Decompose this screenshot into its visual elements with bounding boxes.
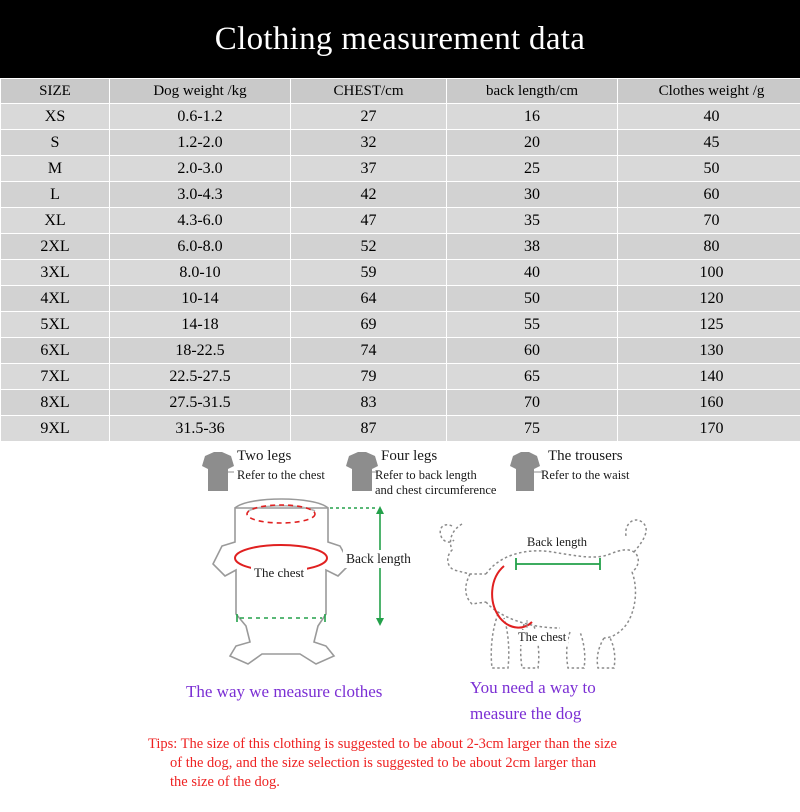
cell-chest: 83 [291,390,447,416]
cell-clothes-weight: 170 [618,416,800,442]
cell-back-length: 35 [447,208,618,234]
cell-size: 3XL [1,260,110,286]
cell-clothes-weight: 120 [618,286,800,312]
cell-size: 2XL [1,234,110,260]
cell-chest: 79 [291,364,447,390]
table-row [1,338,800,364]
table-row [1,312,800,338]
cell-dog-weight: 1.2-2.0 [110,130,291,156]
cell-clothes-weight: 50 [618,156,800,182]
table-row [1,260,800,286]
cell-dog-weight: 6.0-8.0 [110,234,291,260]
cell-chest: 37 [291,156,447,182]
cell-chest: 69 [291,312,447,338]
cell-clothes-weight: 45 [618,130,800,156]
legend-four-legs-title: Four legs [381,448,437,465]
cell-clothes-weight: 40 [618,104,800,130]
cell-size: S [1,130,110,156]
cell-back-length: 65 [447,364,618,390]
table-header [1,79,800,104]
cell-clothes-weight: 160 [618,390,800,416]
dog-back-length-label: Back length [525,535,589,550]
cell-size: 6XL [1,338,110,364]
cell-clothes-weight: 140 [618,364,800,390]
table-row [1,416,800,442]
cell-chest: 64 [291,286,447,312]
dog-back-length-line [516,558,600,570]
dog-chest-curve [492,566,532,628]
cell-dog-weight: 3.0-4.3 [110,182,291,208]
cell-chest: 47 [291,208,447,234]
tips-block [148,735,708,792]
legend-two-legs-sub: Refer to the chest [237,468,325,482]
cell-dog-weight: 31.5-36 [110,416,291,442]
cell-back-length: 55 [447,312,618,338]
cell-chest: 42 [291,182,447,208]
column-header-dog-weight: Dog weight /kg [110,79,291,104]
cell-dog-weight: 4.3-6.0 [110,208,291,234]
cell-size: 7XL [1,364,110,390]
cell-size: 4XL [1,286,110,312]
size-chart-table [0,78,800,442]
cell-back-length: 38 [447,234,618,260]
cell-back-length: 50 [447,286,618,312]
cell-dog-weight: 2.0-3.0 [110,156,291,182]
cell-dog-weight: 22.5-27.5 [110,364,291,390]
cell-size: 5XL [1,312,110,338]
clothes-chest-label: The chest [251,564,307,582]
cell-dog-weight: 8.0-10 [110,260,291,286]
cell-size: XS [1,104,110,130]
legend-two-legs-title: Two legs [237,448,291,465]
cell-chest: 87 [291,416,447,442]
cell-chest: 32 [291,130,447,156]
cell-back-length: 60 [447,338,618,364]
cell-back-length: 16 [447,104,618,130]
table-row [1,286,800,312]
cell-clothes-weight: 70 [618,208,800,234]
column-header-chest: CHEST/cm [291,79,447,104]
caption-dog-line2: measure the dog [470,704,581,724]
dog-chest-label: The chest [516,630,568,645]
legend-trousers-title: The trousers [548,448,623,465]
cell-chest: 52 [291,234,447,260]
table-row [1,104,800,130]
table-header-row [1,79,800,104]
cell-clothes-weight: 80 [618,234,800,260]
column-header-clothes-weight: Clothes weight /g [618,79,800,104]
table-body [1,104,800,442]
cell-chest: 59 [291,260,447,286]
caption-clothes: The way we measure clothes [186,682,382,702]
column-header-size: SIZE [1,79,110,104]
cell-size: M [1,156,110,182]
cell-dog-weight: 27.5-31.5 [110,390,291,416]
table-row [1,156,800,182]
cell-size: XL [1,208,110,234]
tips-line-2: of the dog, and the size selection is suggested to be about 2cm larger than [148,754,708,773]
caption-dog-line1: You need a way to [470,678,596,698]
cell-dog-weight: 10-14 [110,286,291,312]
cell-clothes-weight: 60 [618,182,800,208]
page-title: Clothing measurement data [215,21,585,58]
cell-size: L [1,182,110,208]
cell-clothes-weight: 100 [618,260,800,286]
cell-dog-weight: 18-22.5 [110,338,291,364]
cell-dog-weight: 0.6-1.2 [110,104,291,130]
table-row [1,182,800,208]
table-row [1,208,800,234]
tips-line-3: the size of the dog. [148,773,708,792]
cell-dog-weight: 14-18 [110,312,291,338]
cell-size: 9XL [1,416,110,442]
table-row [1,130,800,156]
table-row [1,364,800,390]
cell-size: 8XL [1,390,110,416]
cell-back-length: 40 [447,260,618,286]
clothes-back-length-label: Back length [343,550,414,568]
cell-clothes-weight: 130 [618,338,800,364]
cell-chest: 27 [291,104,447,130]
cell-back-length: 25 [447,156,618,182]
table-row [1,390,800,416]
legend-trousers-sub: Refer to the waist [541,468,630,482]
column-header-back-length: back length/cm [447,79,618,104]
table-row [1,234,800,260]
tips-line-1: Tips: The size of this clothing is suggested to be about 2-3cm larger than the size [148,736,617,752]
legend-four-legs-sub1: Refer to back length [375,468,477,482]
page-title-bar [0,0,800,78]
cell-back-length: 70 [447,390,618,416]
cell-chest: 74 [291,338,447,364]
cell-back-length: 20 [447,130,618,156]
legend-four-legs-sub2: and chest circumference [375,483,496,497]
cell-clothes-weight: 125 [618,312,800,338]
cell-back-length: 75 [447,416,618,442]
cell-back-length: 30 [447,182,618,208]
